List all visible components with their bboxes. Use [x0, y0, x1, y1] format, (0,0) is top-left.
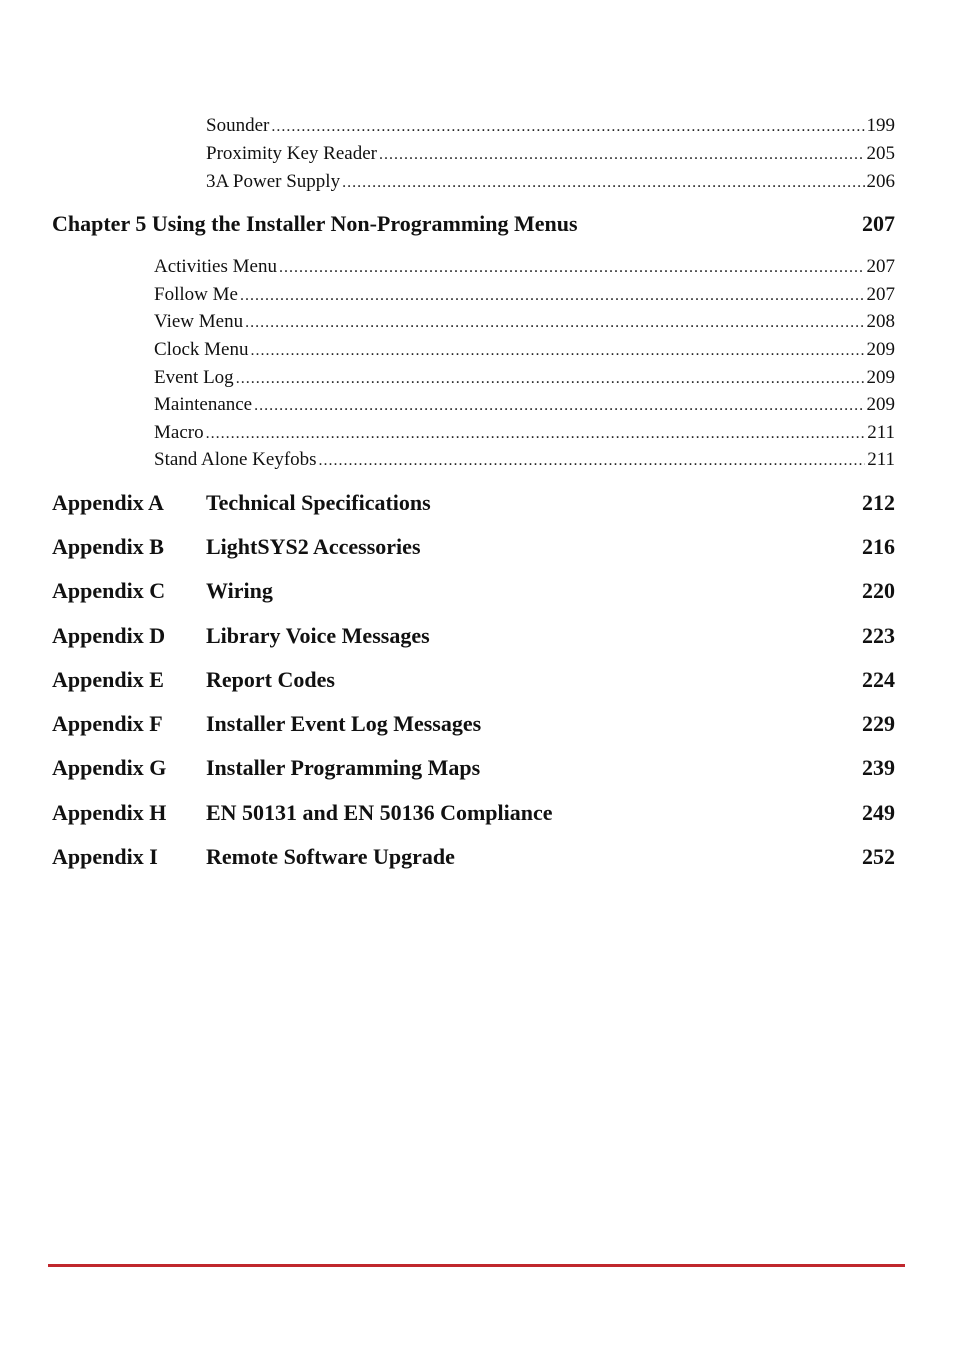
appendix-title: Technical Specifications — [206, 490, 431, 515]
appendix-label: Appendix E — [52, 667, 164, 692]
appendix-title: Library Voice Messages — [206, 623, 430, 648]
appendix-page: 216 — [862, 534, 895, 559]
toc-entry-title: Stand Alone Keyfobs — [154, 449, 317, 470]
appendix-label: Appendix D — [52, 623, 166, 648]
appendix-page: 249 — [862, 800, 895, 825]
toc-entry-title: Clock Menu — [154, 339, 249, 360]
appendix-title: EN 50131 and EN 50136 Compliance — [206, 800, 553, 825]
toc-entry-title: Maintenance — [154, 394, 253, 415]
toc-entry-view-menu[interactable] — [154, 310, 895, 335]
toc-leader-dots — [271, 115, 864, 139]
appendix-page: 223 — [862, 623, 895, 648]
toc-leader-dots — [206, 422, 866, 446]
toc-entry-page: 209 — [866, 339, 895, 360]
toc-entry-page: 208 — [866, 311, 895, 332]
toc-leader-dots — [279, 256, 865, 280]
footer-rule — [48, 1264, 905, 1267]
appendix-page: 220 — [862, 578, 895, 603]
toc-entry-follow-me[interactable] — [154, 283, 895, 308]
toc-entry-title: Activities Menu — [154, 256, 277, 277]
toc-appendix-e[interactable] — [52, 666, 895, 694]
toc-appendix-g[interactable] — [52, 754, 895, 782]
toc-appendix-h[interactable] — [52, 799, 895, 827]
toc-entry-page: 199 — [866, 115, 895, 136]
appendix-page: 229 — [862, 711, 895, 736]
toc-entry-event-log[interactable] — [154, 366, 895, 391]
toc-entry-3a-power-supply[interactable] — [206, 170, 895, 195]
toc-entry-title: Sounder — [206, 115, 270, 136]
toc-entry-clock-menu[interactable] — [154, 338, 895, 363]
toc-leader-dots — [254, 394, 864, 418]
toc-entry-page: 206 — [866, 171, 895, 192]
toc-appendix-d[interactable] — [52, 622, 895, 650]
appendix-label: Appendix A — [52, 490, 164, 515]
appendix-page: 239 — [862, 755, 895, 780]
toc-entry-sounder[interactable] — [206, 114, 895, 139]
appendix-title: Wiring — [206, 578, 273, 603]
chapter-page: 207 — [862, 211, 895, 236]
appendix-label: Appendix C — [52, 578, 166, 603]
toc-entry-activities-menu[interactable] — [154, 255, 895, 280]
appendix-title: Installer Programming Maps — [206, 755, 481, 780]
toc-entry-title: View Menu — [154, 311, 244, 332]
appendix-label: Appendix H — [52, 800, 167, 825]
toc-entry-page: 207 — [866, 256, 895, 277]
toc-appendix-f[interactable] — [52, 710, 895, 738]
toc-entry-stand-alone-keyfobs[interactable] — [154, 448, 895, 473]
toc-leader-dots — [236, 367, 865, 391]
toc-entry-page: 205 — [866, 143, 895, 164]
appendix-page: 224 — [862, 667, 895, 692]
toc-entry-page: 207 — [866, 284, 895, 305]
appendix-page: 212 — [862, 490, 895, 515]
toc-chapter-5[interactable] — [52, 210, 895, 238]
toc-appendix-i[interactable] — [52, 843, 895, 871]
toc-entry-maintenance[interactable] — [154, 393, 895, 418]
toc-appendix-a[interactable] — [52, 489, 895, 517]
appendix-label: Appendix I — [52, 844, 158, 869]
toc-appendix-c[interactable] — [52, 577, 895, 605]
toc-entry-title: Event Log — [154, 367, 234, 388]
toc-leader-dots — [250, 339, 864, 363]
toc-entry-title: 3A Power Supply — [206, 171, 341, 192]
appendix-label: Appendix B — [52, 534, 164, 559]
chapter-title: Chapter 5 Using the Installer Non-Programming Menus — [52, 211, 578, 236]
toc-entry-page: 209 — [866, 394, 895, 415]
toc-entry-title: Follow Me — [154, 284, 238, 305]
appendix-title: Installer Event Log Messages — [206, 711, 482, 736]
appendix-title: LightSYS2 Accessories — [206, 534, 421, 559]
toc-leader-dots — [245, 311, 864, 335]
appendix-page: 252 — [862, 844, 895, 869]
toc-entry-title: Proximity Key Reader — [206, 143, 377, 164]
toc-leader-dots — [319, 449, 866, 473]
toc-appendix-b[interactable] — [52, 533, 895, 561]
appendix-title: Report Codes — [206, 667, 335, 692]
toc-leader-dots — [342, 171, 864, 195]
toc-entry-page: 211 — [867, 422, 895, 443]
toc-entry-title: Macro — [154, 422, 204, 443]
appendix-title: Remote Software Upgrade — [206, 844, 455, 869]
toc-entry-macro[interactable] — [154, 421, 895, 446]
appendix-label: Appendix F — [52, 711, 163, 736]
toc-leader-dots — [379, 143, 865, 167]
toc-entry-page: 211 — [867, 449, 895, 470]
toc-entry-proximity-key-reader[interactable] — [206, 142, 895, 167]
toc-leader-dots — [240, 284, 865, 308]
appendix-label: Appendix G — [52, 755, 167, 780]
toc-entry-page: 209 — [866, 367, 895, 388]
